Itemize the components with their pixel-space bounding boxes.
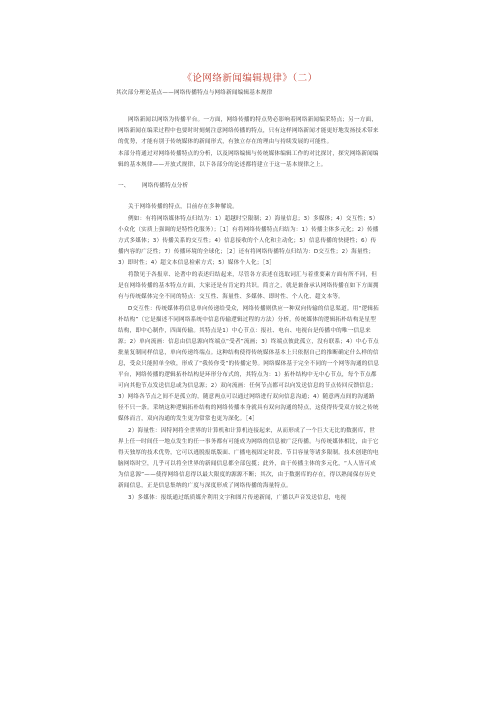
body-paragraph: 例如：有将网络媒体特点归结为：1）超越时空限制；2）海量信息；3）多媒体；4）交互性；5）小众化（实质上强调的是特性化服务）；［1］有将网络传播特点归结为：1）传播主体多元化；2）传播方式多媒体；3）传播关系的交互性；4）信息接收的个人化和主动化；5）信息传播的快捷性；6）传播内容的广泛性；7）传播环境的全球化；［2］还有将网络传播特点归结为：D交互性；2）海量性；3）即时性；4）超文本信息检索方式；5）媒体个人化；［3］: [118, 216, 379, 266]
document-subtitle: 其次部分理论基点——网络传播特点与网络新闻编辑基本规律: [116, 90, 273, 96]
body-paragraph: 2）海量性：因特网将全世界的计算机和计算机连接起来，从而形成了一个巨大无比的数据库，世界上任一时间任一地点发生的任一事务都有可能成为网络的信息被广泛传播。与传统媒体相比，由于它得天独厚的技术优势，它可以逃脱报纸版面、广播电视固定时段、节目容量等诸多限制。技术创建的电脑网络时空，几乎可以将全世界的新闻信息都全部包揽；此外，由于传播主体的多元化，“人人皆可成为信息源”——使得网络信息得以最大限度的源源不断；其次，由于数据库的存在，得以熟闻保存历史新闻信息，正是信息集纳的广度与深度形成了网络传播的海量特点。: [118, 428, 379, 489]
document-title: 《论网络新闻编辑规律》（二）: [182, 73, 318, 84]
intro-paragraph: 本部分将通过对网络传播特点的分析，以及网络编辑与传统媒体编辑工作的对比探讨，探究网络新闻编辑的基本规律——开放式规律，以下各部分的论述都将建立于这一基本规律之上。: [118, 151, 379, 168]
body-paragraph: 关于网络传播的特点，目前存在多种解说。: [128, 204, 239, 210]
section-number: 一、: [118, 183, 130, 189]
intro-paragraph: 网络新闻以网络为传播平台。一方面，网络传播的特点势必影响着网络新闻编采特点；另一方面，网络新闻在编采过程中也要时时刻刻注意网络传播的特点，只有这样网络新闻才能更好地发扬技术带来的优势，才能有别于传统媒体的新闻形式，有独立存在的理由与持续发展的可能性。: [118, 117, 379, 145]
body-paragraph: D交互性：传统媒体将信息单向传递给受众，网络传播则供应一种双向传输的信息渠道。用“逻辑拓朴结构”（它是描述不同网络系统中信息传输逻辑过程的方法）分析，传统媒体的逻辑拓朴结构是星型结构，即中心制作，四面传输。其特点是1）中心节点：报社、电台、电视台是传播中的唯一信息来源；2）单向流画：信息由信息源向终端点“受者”流画；3）终端点彼此孤立，没有联系；4）中心节点批量复制同样信息，单向传递终端点。这种结构使得传统媒体基本上只依据自己的推断确定什么样的信息，受众只能照单全收，形成了“我传你受”的传播定势。网络媒体基于完全不同的一个网等沟通的信息平台，网络传播的逻辑拓朴结构是环形分布式的，其特点为：1）拓朴结构中无中心节点，每个节点都可向其他节点发送信息或为信息源；2）双向流画：任何节点都可以向发送信息的节点传回反馈信息；3）网络各节点之间不是孤立的，随意两点可以通过网络进行双向信息沟通；4）随意两点间的沟通路径不只一条。采纳这种逻辑拓朴结构的网络传播本身就具有双向沟通的特点，这使得传受双方较之传统媒体而言，双向沟通的发生更为常常也更为深化。［4］: [118, 306, 380, 422]
body-paragraph: 3）多媒体：报纸通过纸质媒介利用文字和图片传递新闻，广播以声音发送信息，电视: [128, 495, 347, 501]
document-body: [118, 88, 380, 505]
section-heading: [118, 181, 380, 192]
section-title: 网络传播特点分析: [141, 183, 189, 189]
body-paragraph: 将散见于各报章、论著中的表述归结起来，尽管各方表述在选取词汇与着重要素方面有所不同，但是在网络传播的基本特点方面，大家还是有肯定的共识。简言之，就是兼备承认网络传播在如下方面拥有与传统媒体完全不同的特点：交互性、海量性、多媒体、即时性、个人化、超文本等。: [118, 272, 379, 300]
